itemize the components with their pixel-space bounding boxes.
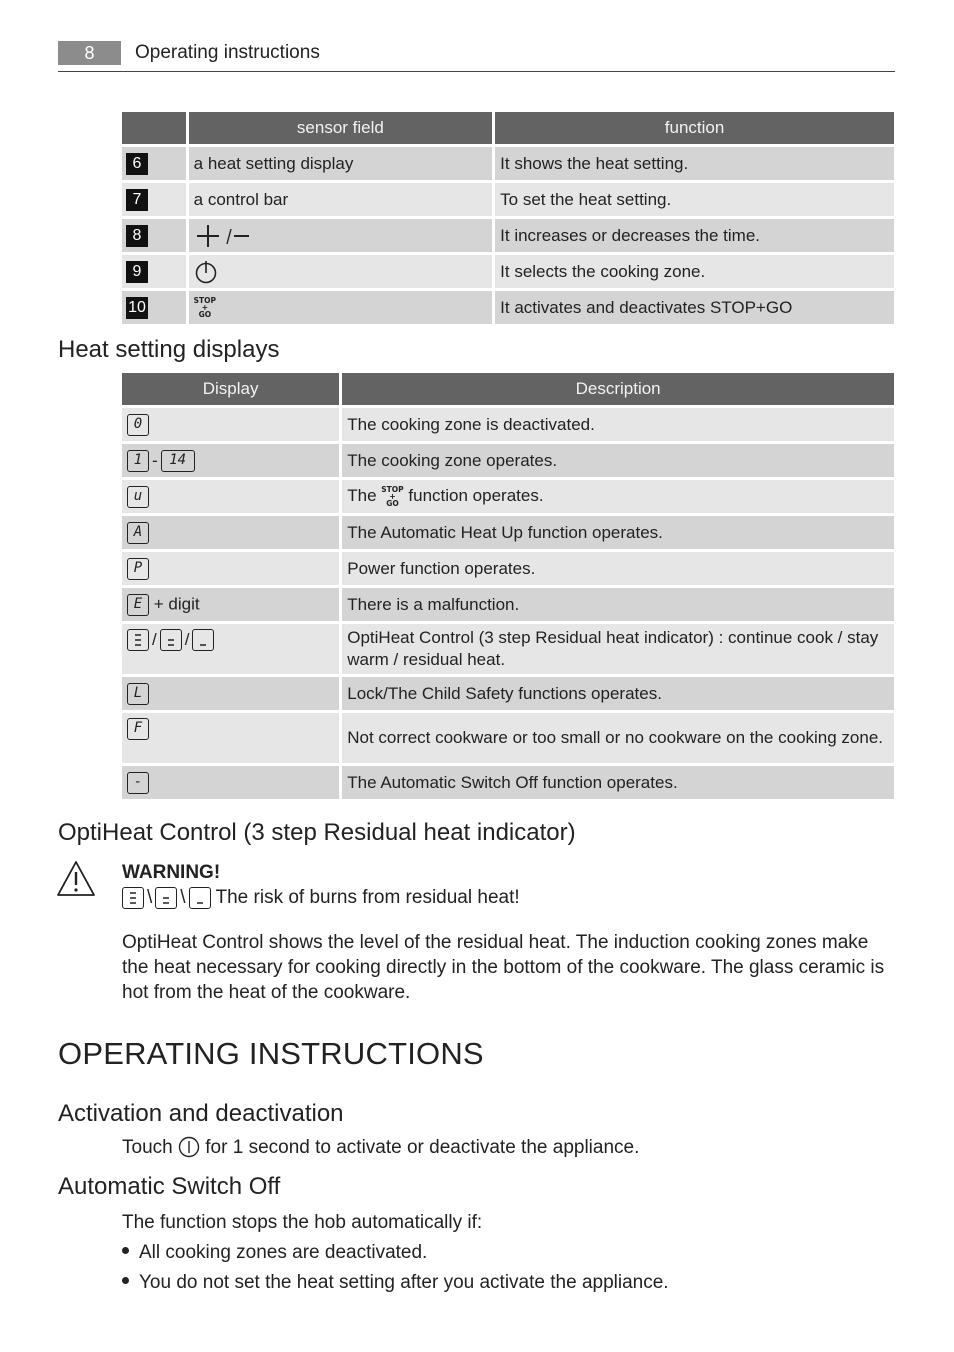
digit-display: F xyxy=(127,718,149,740)
warning-triangle-icon xyxy=(56,860,96,898)
sensor-field-cell xyxy=(189,291,493,324)
display-cell xyxy=(122,516,339,549)
page-number: 8 xyxy=(58,41,121,65)
stop-go-icon: STOP + GO xyxy=(381,485,404,508)
digit-display: - xyxy=(127,772,149,794)
description-cell: The Automatic Heat Up function operates. xyxy=(342,516,894,549)
table-row xyxy=(122,624,894,674)
three-bars-icon xyxy=(127,629,149,651)
display-cell xyxy=(122,677,339,710)
header-title: Operating instructions xyxy=(135,42,320,63)
sensor-field-cell: a control bar xyxy=(189,183,493,216)
table-row xyxy=(122,588,894,621)
table-header-row xyxy=(122,112,894,144)
description-cell: OptiHeat Control (3 step Residual heat indicator) : continue cook / stay warm / residual heat. xyxy=(342,624,894,674)
description-cell: There is a malfunction. xyxy=(342,588,894,621)
digit-display: E xyxy=(127,594,149,616)
row-number: 9 xyxy=(126,261,148,283)
function-cell: It shows the heat setting. xyxy=(495,147,894,180)
digit-display: P xyxy=(127,558,149,580)
activation-text: Touch for 1 second to activate or deactivate the appliance. xyxy=(122,1137,640,1158)
table-row xyxy=(122,713,894,763)
description-cell: The STOP + GO function operates. xyxy=(342,480,894,513)
power-icon xyxy=(178,1136,200,1158)
sensor-table xyxy=(119,109,897,327)
warning-line: \ \ The risk of burns from residual heat! xyxy=(122,885,520,910)
digit-display: A xyxy=(127,522,149,544)
description-cell: The cooking zone is deactivated. xyxy=(342,408,894,441)
optiheat-paragraph: OptiHeat Control shows the level of the residual heat. The induction cooking zones make the heat necessary for cooking directly in the bottom of the cookware. The glass ceramic is hot from the heat of the cookware. xyxy=(122,932,885,1003)
auto-off-intro: The function stops the hob automatically if: xyxy=(122,1212,483,1233)
one-bar-icon xyxy=(192,629,214,651)
two-bars-icon xyxy=(155,887,177,909)
plus-minus-icon xyxy=(194,224,250,248)
table-row xyxy=(122,147,894,180)
heat-displays-table xyxy=(119,370,897,802)
sensor-field-cell xyxy=(189,219,493,252)
description-cell: Power function operates. xyxy=(342,552,894,585)
function-cell: It selects the cooking zone. xyxy=(495,255,894,288)
activation-heading: Activation and deactivation xyxy=(58,1100,344,1127)
description-cell: The cooking zone operates. xyxy=(342,444,894,477)
table-row xyxy=(122,552,894,585)
row-number: 8 xyxy=(126,225,148,247)
description-cell: Not correct cookware or too small or no cookware on the cooking zone. xyxy=(342,713,894,763)
display-cell xyxy=(122,713,339,763)
col-header-num xyxy=(122,112,186,144)
col-header-description: Description xyxy=(342,373,894,405)
range-dash: - xyxy=(152,450,158,470)
row-number: 7 xyxy=(126,189,148,211)
table-header-row xyxy=(122,373,894,405)
sensor-field-cell: a heat setting display xyxy=(189,147,493,180)
table-row xyxy=(122,291,894,324)
display-cell xyxy=(122,408,339,441)
digit-display: u xyxy=(127,486,149,508)
one-bar-icon xyxy=(189,887,211,909)
digit-display: 14 xyxy=(161,450,195,472)
table-row xyxy=(122,219,894,252)
table-row xyxy=(122,408,894,441)
digit-display: 1 xyxy=(127,450,149,472)
description-cell: Lock/The Child Safety functions operates. xyxy=(342,677,894,710)
heat-setting-displays-heading: Heat setting displays xyxy=(58,336,280,363)
table-row xyxy=(122,480,894,513)
timer-icon xyxy=(194,260,218,284)
table-row xyxy=(122,677,894,710)
stop-go-icon: STOP + GO xyxy=(193,296,217,319)
display-cell xyxy=(122,766,339,799)
table-row xyxy=(122,444,894,477)
list-item: You do not set the heat setting after you activate the appliance. xyxy=(122,1270,669,1295)
table-row xyxy=(122,766,894,799)
display-cell xyxy=(122,552,339,585)
row-number: 6 xyxy=(126,153,148,175)
display-cell xyxy=(122,480,339,513)
display-cell xyxy=(122,444,339,477)
three-bars-icon xyxy=(122,887,144,909)
two-bars-icon xyxy=(160,629,182,651)
table-row xyxy=(122,183,894,216)
optiheat-heading: OptiHeat Control (3 step Residual heat indicator) xyxy=(58,819,576,846)
warning-text: The risk of burns from residual heat! xyxy=(215,887,520,908)
table-row xyxy=(122,255,894,288)
warning-title: WARNING! xyxy=(122,862,221,883)
function-cell: It activates and deactivates STOP+GO xyxy=(495,291,894,324)
row-number: 10 xyxy=(126,297,148,319)
sensor-field-cell xyxy=(189,255,493,288)
display-cell: / / xyxy=(122,624,339,674)
page-header xyxy=(58,40,895,72)
display-cell xyxy=(122,588,339,621)
col-header-display: Display xyxy=(122,373,339,405)
table-row xyxy=(122,516,894,549)
col-header-sensor-field: sensor field xyxy=(189,112,493,144)
function-cell: It increases or decreases the time. xyxy=(495,219,894,252)
auto-switch-off-heading: Automatic Switch Off xyxy=(58,1173,281,1200)
operating-instructions-heading: OPERATING INSTRUCTIONS xyxy=(58,1036,484,1071)
digit-display: 0 xyxy=(127,414,149,436)
function-cell: To set the heat setting. xyxy=(495,183,894,216)
col-header-function: function xyxy=(495,112,894,144)
list-item: All cooking zones are deactivated. xyxy=(122,1240,427,1265)
display-suffix: + digit xyxy=(153,593,200,613)
description-cell: The Automatic Switch Off function operates. xyxy=(342,766,894,799)
digit-display: L xyxy=(127,683,149,705)
